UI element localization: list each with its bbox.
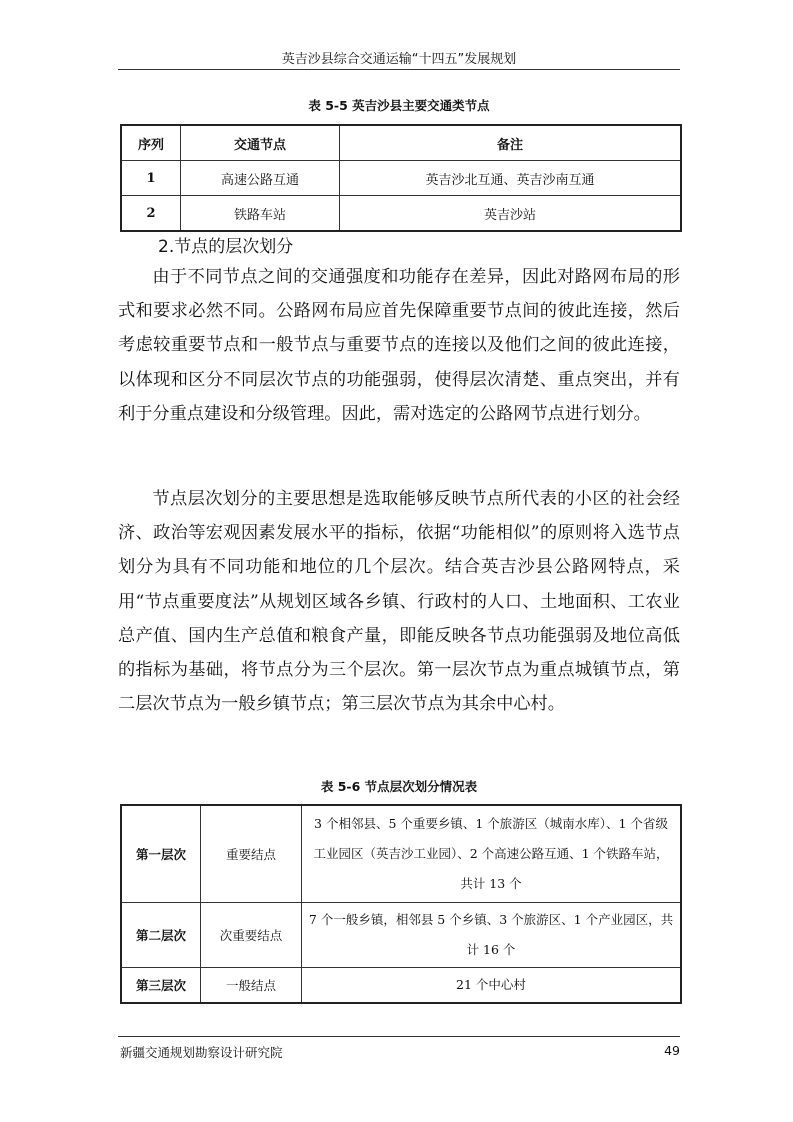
cell-description: 3 个相邻县、5 个重要乡镇、1 个旅游区（城南水库）、1 个省级工业园区（英吉沙工业园）、2 个高速公路互通、1 个铁路车站，共计 13 个 <box>302 805 682 903</box>
table-row <box>121 161 681 196</box>
cell-level: 第二层次 <box>121 903 201 968</box>
table1-caption: 表 5-5 英吉沙县主要交通类节点 <box>308 98 490 113</box>
main-traffic-nodes-table <box>120 124 682 232</box>
footer-divider <box>118 1036 680 1037</box>
footer-organization: 新疆交通规划勘察设计研究院 <box>120 1045 283 1060</box>
header-divider <box>118 69 680 70</box>
column-header-node: 交通节点 <box>181 125 340 161</box>
cell-node-type: 重要结点 <box>201 805 302 903</box>
body-paragraph-1: 由于不同节点之间的交通强度和功能存在差异，因此对路网布局的形式和要求必然不同。公路网布局应首先保障重要节点间的彼此连接，然后考虑较重要节点和一般节点与重要节点的连接以及他们之间的彼此连接，以体现和区分不同层次节点的功能强弱，使得层次清楚、重点突出，并有利于分重点建设和分级管理。因此，需对选定的公路网节点进行划分。 <box>118 267 680 424</box>
cell-level: 第三层次 <box>121 968 201 1004</box>
cell-remark: 英吉沙站 <box>340 196 682 232</box>
table-row <box>121 968 681 1004</box>
cell-description: 21 个中心村 <box>302 968 682 1004</box>
table-row <box>121 196 681 232</box>
table-row <box>121 805 681 903</box>
table2-caption: 表 5-6 节点层次划分情况表 <box>320 779 478 794</box>
cell-node: 高速公路互通 <box>181 161 340 196</box>
cell-seq: 1 <box>121 161 181 196</box>
column-header-seq: 序列 <box>121 125 181 161</box>
table-row <box>121 903 681 968</box>
node-level-table <box>120 804 682 1004</box>
column-header-remark: 备注 <box>340 125 682 161</box>
cell-node-type: 一般结点 <box>201 968 302 1004</box>
cell-remark: 英吉沙北互通、英吉沙南互通 <box>340 161 682 196</box>
page-header-title: 英吉沙县综合交通运输“十四五”发展规划 <box>281 52 517 67</box>
cell-node: 铁路车站 <box>181 196 340 232</box>
cell-node-type: 次重要结点 <box>201 903 302 968</box>
cell-level: 第一层次 <box>121 805 201 903</box>
page-number: 49 <box>664 1043 680 1058</box>
body-paragraph-2: 节点层次划分的主要思想是选取能够反映节点所代表的小区的社会经济、政治等宏观因素发展水平的指标，依据“功能相似”的原则将入选节点划分为具有不同功能和地位的几个层次。结合英吉沙县公路网特点，采用“节点重要度法”从规划区域各乡镇、行政村的人口、土地面积、工农业总产值、国内生产总值和粮食产量，即能反映各节点功能强弱及地位高低的指标为基础，将节点分为三个层次。第一层次节点为重点城镇节点，第二层次节点为一般乡镇节点；第三层次节点为其余中心村。 <box>118 489 680 715</box>
table-header-row <box>121 125 681 161</box>
cell-description: 7 个一般乡镇，相邻县 5 个乡镇、3 个旅游区、1 个产业园区，共计 16 个 <box>302 903 682 968</box>
cell-seq: 2 <box>121 196 181 232</box>
section-heading: 2.节点的层次划分 <box>158 237 294 257</box>
